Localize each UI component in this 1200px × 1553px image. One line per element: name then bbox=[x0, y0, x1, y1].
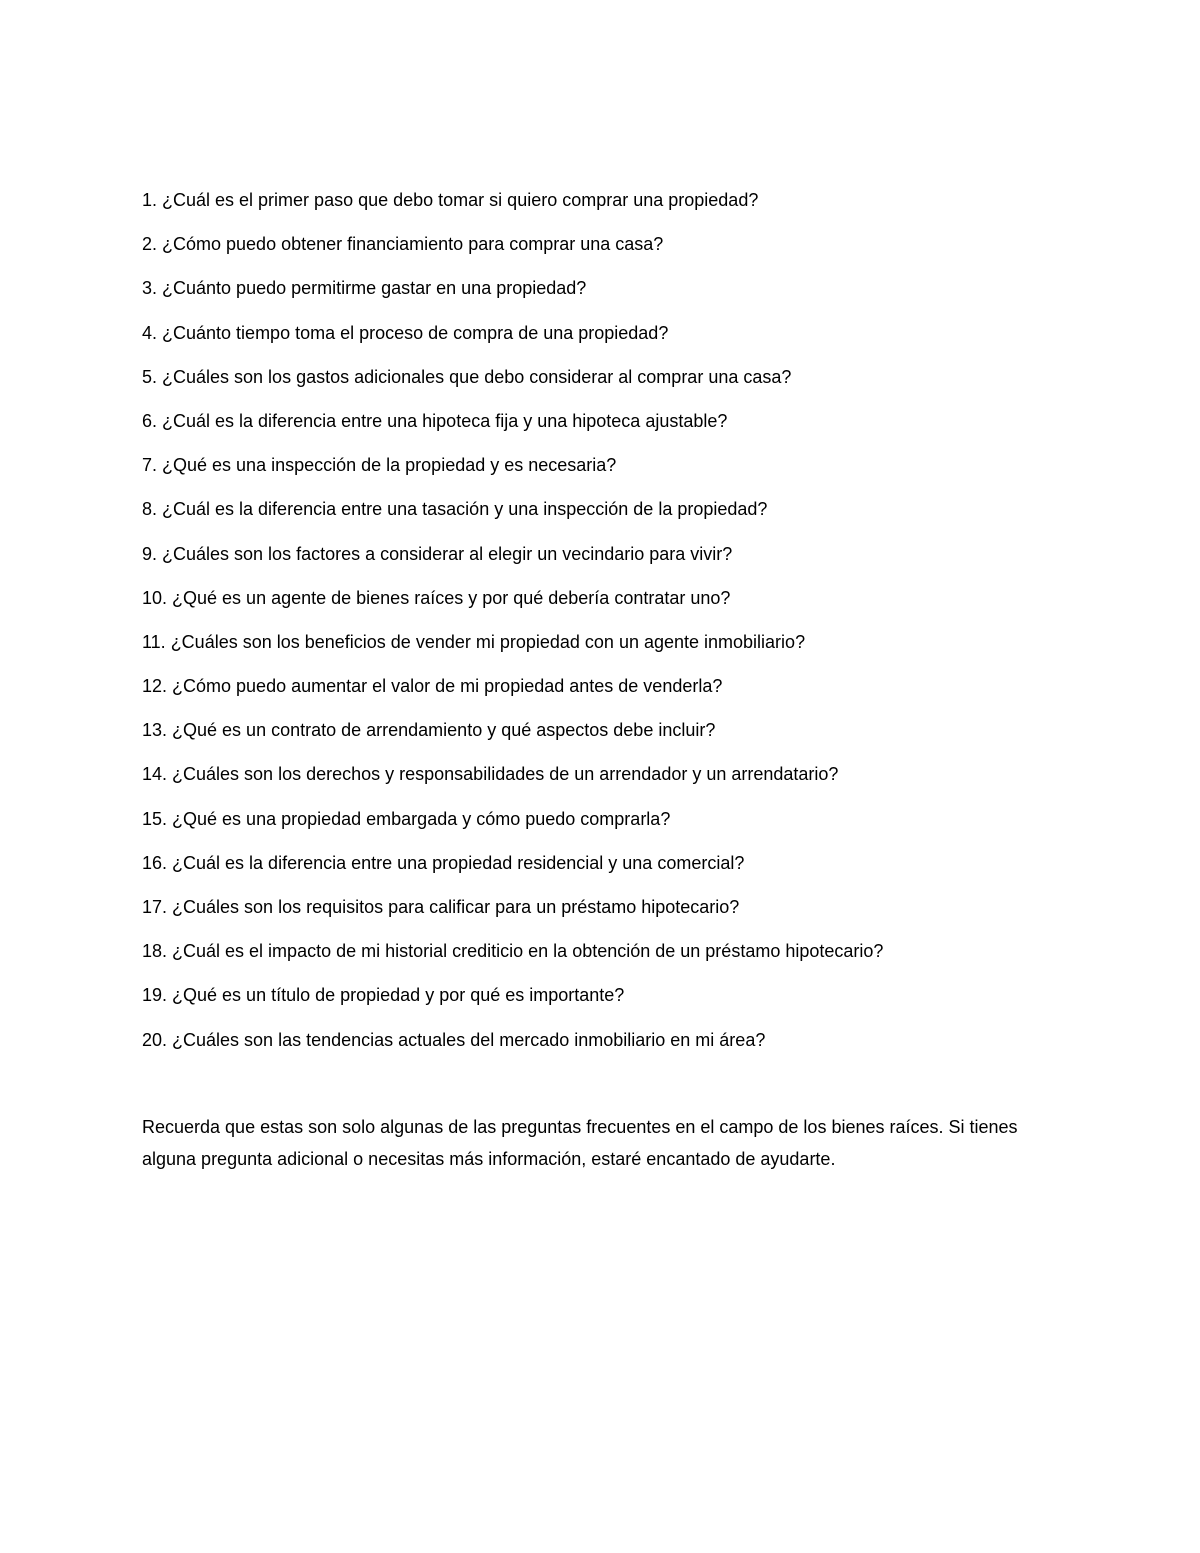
closing-paragraph: Recuerda que estas son solo algunas de las preguntas frecuentes en el campo de los bienes raíces. Si tienes alguna pregunta adicional o necesitas más información, estaré encantado de ayudarte. bbox=[142, 1117, 1018, 1169]
question-item: 9. ¿Cuáles son los factores a considerar al elegir un vecindario para vivir? bbox=[142, 543, 733, 564]
question-item: 14. ¿Cuáles son los derechos y responsabilidades de un arrendador y un arrendatario? bbox=[142, 764, 839, 785]
question-item: 18. ¿Cuál es el impacto de mi historial crediticio en la obtención de un préstamo hipotecario? bbox=[142, 941, 884, 962]
question-item: 5. ¿Cuáles son los gastos adicionales que debo considerar al comprar una casa? bbox=[142, 366, 792, 387]
question-item: 3. ¿Cuánto puedo permitirme gastar en una propiedad? bbox=[142, 278, 587, 299]
question-list bbox=[142, 187, 1062, 1071]
question-item: 12. ¿Cómo puedo aumentar el valor de mi propiedad antes de venderla? bbox=[142, 676, 723, 697]
question-item: 10. ¿Qué es un agente de bienes raíces y por qué debería contratar uno? bbox=[142, 587, 731, 608]
question-item: 15. ¿Qué es una propiedad embargada y cómo puedo comprarla? bbox=[142, 808, 671, 829]
question-item: 17. ¿Cuáles son los requisitos para calificar para un préstamo hipotecario? bbox=[142, 897, 740, 917]
question-item: 2. ¿Cómo puedo obtener financiamiento para comprar una casa? bbox=[142, 234, 664, 255]
question-item: 1. ¿Cuál es el primer paso que debo tomar si quiero comprar una propiedad? bbox=[142, 190, 759, 210]
question-item: 11. ¿Cuáles son los beneficios de vender mi propiedad con un agente inmobiliario? bbox=[142, 631, 806, 652]
question-item: 16. ¿Cuál es la diferencia entre una propiedad residencial y una comercial? bbox=[142, 852, 745, 873]
question-item: 20. ¿Cuáles son las tendencias actuales del mercado inmobiliario en mi área? bbox=[142, 1029, 766, 1050]
question-item: 7. ¿Qué es una inspección de la propiedad y es necesaria? bbox=[142, 455, 617, 476]
question-item: 13. ¿Qué es un contrato de arrendamiento y qué aspectos debe incluir? bbox=[142, 720, 716, 741]
question-item: 19. ¿Qué es un título de propiedad y por qué es importante? bbox=[142, 985, 625, 1006]
question-item: 4. ¿Cuánto tiempo toma el proceso de compra de una propiedad? bbox=[142, 322, 669, 343]
question-item: 8. ¿Cuál es la diferencia entre una tasación y una inspección de la propiedad? bbox=[142, 499, 768, 520]
question-item: 6. ¿Cuál es la diferencia entre una hipoteca fija y una hipoteca ajustable? bbox=[142, 410, 728, 431]
